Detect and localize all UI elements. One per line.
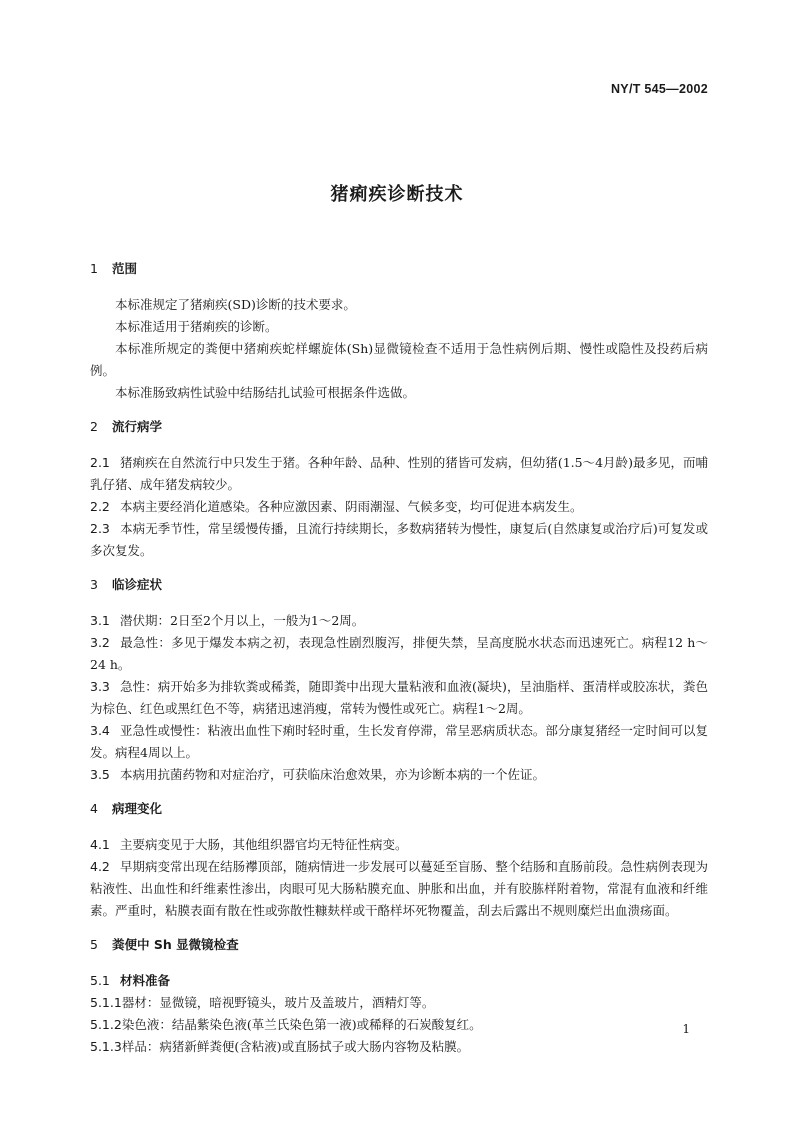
clause-number: 3.2 xyxy=(90,635,110,650)
clause-text: 主要病变见于大肠，其他组织器官均无特征性病变。 xyxy=(120,837,408,852)
clause-number: 3.3 xyxy=(90,679,110,694)
section-title: 病理变化 xyxy=(112,801,163,816)
paragraph: 本标准规定了猪痢疾(SD)诊断的技术要求。 xyxy=(115,297,356,312)
subsection-heading xyxy=(90,970,708,992)
clause xyxy=(90,632,708,676)
clause-text: 本病无季节性，常呈缓慢传播，且流行持续期长，多数病猪转为慢性，康复后(自然康复或治疗后)可复发或多次复发。 xyxy=(90,521,708,558)
clause xyxy=(90,518,708,562)
clause-text: 潜伏期：2日至2个月以上，一般为1～2周。 xyxy=(120,613,365,628)
page-number: 1 xyxy=(682,1022,690,1036)
clause-text: 样品：病猪新鲜粪便(含粘液)或直肠拭子或大肠内容物及粘膜。 xyxy=(121,1039,470,1054)
section-heading xyxy=(90,574,708,596)
paragraph: 本标准肠致病性试验中结肠结扎试验可根据条件选做。 xyxy=(115,385,416,400)
clause xyxy=(90,610,708,632)
clause-number: 3.4 xyxy=(90,723,110,738)
document-body xyxy=(90,258,708,1070)
clause-text: 最急性：多见于爆发本病之初，表现急性剧烈腹泻，排便失禁，呈高度脱水状态而迅速死亡。病程12 h～24 h。 xyxy=(90,635,708,672)
section-clinical-symptoms xyxy=(90,574,708,786)
clause xyxy=(90,496,708,518)
clause xyxy=(90,720,708,764)
section-heading xyxy=(90,258,708,280)
subsection-title: 材料准备 xyxy=(120,973,171,988)
clause xyxy=(90,856,708,922)
clause xyxy=(90,676,708,720)
clause-text: 器材：显微镜，暗视野镜头，玻片及盖玻片，酒精灯等。 xyxy=(121,995,435,1010)
section-epidemiology xyxy=(90,416,708,562)
clause xyxy=(90,1036,708,1058)
clause-number: 5.1 xyxy=(90,973,110,988)
clause-text: 猪痢疾在自然流行中只发生于猪。各种年龄、品种、性别的猪皆可发病，但幼猪(1.5～4月龄)最多见，而哺乳仔猪、成年猪发病较少。 xyxy=(90,455,708,492)
section-scope xyxy=(90,258,708,404)
clause-text: 亚急性或慢性：粘液出血性下痢时轻时重，生长发育停滞，常呈恶病质状态。部分康复猪经一定时间可以复发。病程4周以上。 xyxy=(90,723,708,760)
clause xyxy=(90,834,708,856)
clause-number: 2.1 xyxy=(90,455,110,470)
clause-number: 3.5 xyxy=(90,767,110,782)
clause xyxy=(90,452,708,496)
section-title: 流行病学 xyxy=(112,419,163,434)
section-heading xyxy=(90,798,708,820)
clause-number: 5.1.3 xyxy=(90,1039,122,1054)
clause-number: 4.1 xyxy=(90,837,110,852)
clause-text: 早期病变常出现在结肠襻顶部，随病情进一步发展可以蔓延至盲肠、整个结肠和直肠前段。急性病例表现为粘液性、出血性和纤维素性渗出，肉眼可见大肠粘膜充血、肿胀和出血，并有胶胨样附着物，常混有血液和纤维素。严重时，粘膜表面有散在性或弥散性糠麸样或干酪样坏死物覆盖，刮去后露出不规则糜烂出血溃疡面。 xyxy=(90,859,708,918)
section-heading xyxy=(90,416,708,438)
section-title: 范围 xyxy=(112,261,138,276)
clause xyxy=(90,992,708,1014)
section-microscopy xyxy=(90,934,708,1058)
standard-code: NY/T 545—2002 xyxy=(610,82,708,96)
clause xyxy=(90,764,708,786)
clause-text: 本病用抗菌药物和对症治疗，可获临床治愈效果，亦为诊断本病的一个佐证。 xyxy=(120,767,546,782)
clause-text: 染色液：结晶紫染色液(革兰氏染色第一液)或稀释的石炭酸复红。 xyxy=(121,1017,482,1032)
clause-text: 本病主要经消化道感染。各种应激因素、阴雨潮湿、气候多变，均可促进本病发生。 xyxy=(120,499,583,514)
clause-text: 急性：病开始多为排软粪或稀粪，随即粪中出现大量粘液和血液(凝块)，呈油脂样、蛋清样或胶冻状，粪色为棕色、红色或黑红色不等，病猪迅速消瘦，常转为慢性或死亡。病程1～2周。 xyxy=(90,679,708,716)
clause-number: 3.1 xyxy=(90,613,110,628)
section-number: 5 xyxy=(90,937,98,952)
clause-number: 5.1.1 xyxy=(90,995,122,1010)
section-number: 4 xyxy=(90,801,98,816)
section-heading xyxy=(90,934,708,956)
paragraph: 本标准适用于猪痢疾的诊断。 xyxy=(115,319,278,334)
clause xyxy=(90,1014,708,1036)
document-title: 猪痢疾诊断技术 xyxy=(330,184,464,205)
clause-number: 5.1.2 xyxy=(90,1017,122,1032)
paragraph: 本标准所规定的粪便中猪痢疾蛇样螺旋体(Sh)显微镜检查不适用于急性病例后期、慢性或隐性及投药后病例。 xyxy=(90,341,708,378)
section-number: 1 xyxy=(90,261,98,276)
section-number: 2 xyxy=(90,419,98,434)
clause-number: 4.2 xyxy=(90,859,110,874)
section-number: 3 xyxy=(90,577,98,592)
clause-number: 2.2 xyxy=(90,499,110,514)
clause-number: 2.3 xyxy=(90,521,110,536)
section-title: 粪便中 Sh 显微镜检查 xyxy=(112,937,239,952)
section-pathology xyxy=(90,798,708,922)
section-title: 临诊症状 xyxy=(112,577,163,592)
